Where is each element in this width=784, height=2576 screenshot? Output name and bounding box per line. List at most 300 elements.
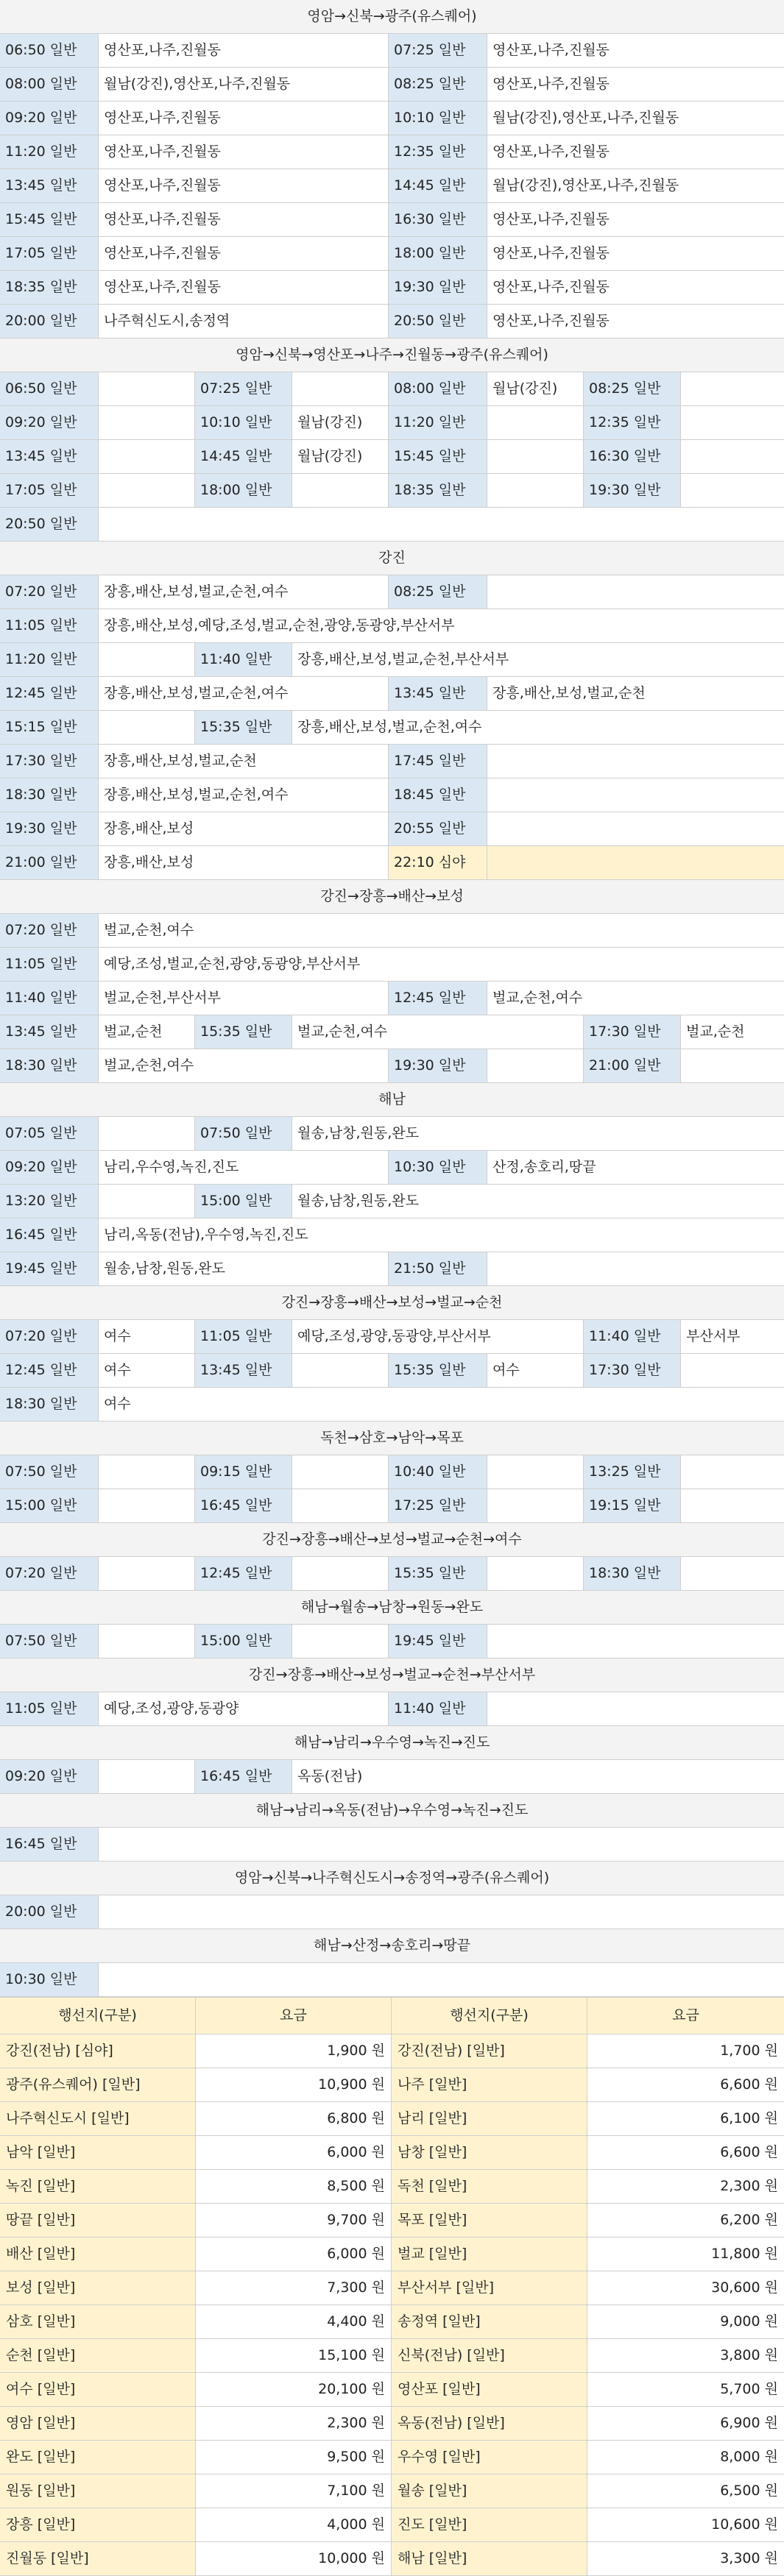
via-stops (292, 1625, 389, 1658)
via-stops: 장흥,배산,보성,벌교,순천 (487, 677, 784, 710)
fare-destination: 완도 [일반] (0, 2441, 196, 2474)
schedule-row (0, 778, 784, 812)
via-stops (99, 1760, 195, 1793)
fare-destination: 광주(유스퀘어) [일반] (0, 2068, 196, 2101)
fare-price: 3,300 원 (587, 2542, 784, 2575)
via-stops: 장흥,배산,보성,벌교,순천,여수 (292, 711, 784, 744)
fare-row (0, 2238, 784, 2271)
departure-time: 11:40 일반 (584, 1320, 681, 1353)
schedule-row (0, 1320, 784, 1354)
departure-time: 19:30 일반 (389, 1049, 487, 1082)
schedule-row (0, 1963, 784, 1997)
departure-time: 13:45 일반 (195, 1354, 292, 1387)
fare-row (0, 2542, 784, 2576)
via-stops: 장흥,배산,보성,벌교,순천,여수 (99, 677, 389, 710)
route-title: 독천→삼호→남악→목포 (0, 1422, 784, 1455)
via-stops: 장흥,배산,보성,벌교,순천 (99, 745, 389, 778)
route-section (0, 1794, 784, 1862)
via-stops (292, 1354, 389, 1387)
schedule-row (0, 745, 784, 778)
departure-time: 18:30 일반 (0, 778, 99, 812)
via-stops: 벌교,순천,여수 (292, 1015, 584, 1049)
departure-time: 07:50 일반 (0, 1625, 99, 1658)
departure-time: 07:20 일반 (0, 1557, 99, 1590)
via-stops (681, 1455, 784, 1489)
via-stops (99, 1185, 195, 1218)
fare-destination: 여수 [일반] (0, 2373, 196, 2406)
route-section (0, 1286, 784, 1422)
fare-header: 요금 (196, 1998, 392, 2034)
destination-header: 행선지(구분) (0, 1998, 196, 2034)
schedule-row (0, 237, 784, 271)
departure-time: 15:35 일반 (195, 711, 292, 744)
fare-price: 30,600 원 (587, 2271, 784, 2304)
departure-time: 12:35 일반 (584, 406, 681, 439)
fare-row (0, 2339, 784, 2373)
via-stops (292, 372, 389, 405)
route-title: 영암→신북→영산포→나주→진월동→광주(유스퀘어) (0, 338, 784, 372)
departure-time: 11:40 일반 (0, 982, 99, 1015)
route-title: 해남→월송→남창→원동→완도 (0, 1591, 784, 1625)
departure-time: 14:45 일반 (389, 169, 487, 202)
fare-price: 9,700 원 (196, 2204, 392, 2237)
schedule-row (0, 1015, 784, 1049)
via-stops: 예당,조성,벌교,순천,광양,동광양,부산서부 (99, 948, 784, 981)
fare-destination: 남악 [일반] (0, 2136, 196, 2169)
route-title: 해남→남리→우수영→녹진→진도 (0, 1726, 784, 1760)
via-stops: 영산포,나주,진월동 (99, 237, 389, 270)
schedule-row (0, 982, 784, 1015)
schedule-row (0, 1218, 784, 1252)
fare-price: 6,800 원 (196, 2102, 392, 2135)
departure-time: 21:50 일반 (389, 1252, 487, 1285)
route-title: 해남→남리→옥동(전남)→우수영→녹진→진도 (0, 1794, 784, 1828)
departure-time: 19:15 일반 (584, 1489, 681, 1522)
schedule-row (0, 1117, 784, 1151)
route-section (0, 542, 784, 880)
via-stops: 장흥,배산,보성,벌교,순천,여수 (99, 575, 389, 608)
via-stops (292, 1489, 389, 1522)
route-section (0, 338, 784, 542)
via-stops (99, 1117, 195, 1150)
departure-time: 12:45 일반 (0, 677, 99, 710)
destination-header: 행선지(구분) (392, 1998, 587, 2034)
fare-row (0, 2034, 784, 2068)
via-stops: 영산포,나주,진월동 (99, 34, 389, 67)
fare-row (0, 2441, 784, 2474)
fare-destination: 강진(전남) [심야] (0, 2034, 196, 2068)
departure-time: 16:45 일반 (0, 1828, 99, 1861)
departure-time: 15:35 일반 (195, 1015, 292, 1049)
via-stops: 월남(강진),영산포,나주,진월동 (99, 68, 389, 101)
departure-time: 09:20 일반 (0, 1760, 99, 1793)
route-title: 해남 (0, 1083, 784, 1117)
departure-time: 07:50 일반 (0, 1455, 99, 1489)
schedule-row (0, 68, 784, 102)
departure-time: 20:00 일반 (0, 305, 99, 338)
fare-row (0, 2068, 784, 2102)
via-stops (99, 1963, 784, 1996)
departure-time: 11:20 일반 (389, 406, 487, 439)
via-stops (99, 508, 784, 541)
route-section (0, 1083, 784, 1286)
route-section (0, 1658, 784, 1726)
schedule-row (0, 1354, 784, 1388)
departure-time: 07:20 일반 (0, 1320, 99, 1353)
departure-time: 13:45 일반 (0, 1015, 99, 1049)
fare-destination: 부산서부 [일반] (392, 2271, 587, 2304)
via-stops (487, 1625, 784, 1658)
fare-destination: 강진(전남) [일반] (392, 2034, 587, 2068)
fare-destination: 남창 [일반] (392, 2136, 587, 2169)
fare-destination: 신북(전남) [일반] (392, 2339, 587, 2372)
via-stops (681, 1049, 784, 1082)
departure-time: 12:45 일반 (0, 1354, 99, 1387)
departure-time: 06:50 일반 (0, 34, 99, 67)
schedule-row (0, 372, 784, 406)
fare-price: 6,900 원 (587, 2407, 784, 2440)
via-stops: 영산포,나주,진월동 (99, 169, 389, 202)
fare-price: 6,000 원 (196, 2238, 392, 2271)
fare-price: 4,000 원 (196, 2508, 392, 2541)
via-stops: 여수 (487, 1354, 584, 1387)
departure-time: 18:30 일반 (584, 1557, 681, 1590)
via-stops (487, 575, 784, 608)
via-stops (99, 372, 195, 405)
departure-time: 15:00 일반 (195, 1625, 292, 1658)
fare-price: 5,700 원 (587, 2373, 784, 2406)
departure-time: 21:00 일반 (584, 1049, 681, 1082)
departure-time: 09:20 일반 (0, 102, 99, 135)
via-stops: 영산포,나주,진월동 (487, 68, 784, 101)
route-title: 강진→장흥→배산→보성 (0, 880, 784, 914)
departure-time: 18:35 일반 (389, 474, 487, 507)
route-section (0, 1929, 784, 1997)
departure-time: 15:35 일반 (389, 1354, 487, 1387)
departure-time: 17:30 일반 (0, 745, 99, 778)
schedule-row (0, 1760, 784, 1794)
route-section (0, 1523, 784, 1591)
departure-time: 08:00 일반 (389, 372, 487, 405)
departure-time: 10:10 일반 (195, 406, 292, 439)
route-section (0, 880, 784, 1083)
via-stops (99, 643, 195, 676)
schedule-row (0, 846, 784, 880)
fare-price: 1,900 원 (196, 2034, 392, 2068)
schedule-row (0, 1692, 784, 1726)
fare-destination: 월송 [일반] (392, 2474, 587, 2508)
schedule-row (0, 102, 784, 135)
via-stops: 남리,옥동(전남),우수영,녹진,진도 (99, 1218, 784, 1252)
departure-time: 11:20 일반 (0, 643, 99, 676)
departure-time: 17:30 일반 (584, 1015, 681, 1049)
schedule-row (0, 474, 784, 508)
departure-time: 19:45 일반 (0, 1252, 99, 1285)
departure-time: 06:50 일반 (0, 372, 99, 405)
departure-time: 15:00 일반 (0, 1489, 99, 1522)
fare-destination: 순천 [일반] (0, 2339, 196, 2372)
fare-destination: 삼호 [일반] (0, 2305, 196, 2338)
departure-time: 18:00 일반 (389, 237, 487, 270)
via-stops: 벌교,순천,여수 (487, 982, 784, 1015)
fare-row (0, 2373, 784, 2407)
departure-time: 16:45 일반 (195, 1760, 292, 1793)
via-stops (99, 1489, 195, 1522)
departure-time: 13:45 일반 (389, 677, 487, 710)
fare-price: 6,100 원 (587, 2102, 784, 2135)
route-title: 강진→장흥→배산→보성→벌교→순천→부산서부 (0, 1658, 784, 1692)
fare-price: 6,600 원 (587, 2068, 784, 2101)
via-stops (292, 474, 389, 507)
departure-time: 17:25 일반 (389, 1489, 487, 1522)
via-stops: 여수 (99, 1388, 784, 1421)
fare-destination: 나주 [일반] (392, 2068, 587, 2101)
via-stops: 영산포,나주,진월동 (99, 271, 389, 304)
departure-time: 13:25 일반 (584, 1455, 681, 1489)
departure-time: 16:30 일반 (584, 440, 681, 473)
route-section (0, 1591, 784, 1658)
departure-time: 19:30 일반 (389, 271, 487, 304)
via-stops: 월송,남창,원동,완도 (292, 1117, 784, 1150)
departure-time: 13:20 일반 (0, 1185, 99, 1218)
fare-destination: 영산포 [일반] (392, 2373, 587, 2406)
schedule-row (0, 1185, 784, 1218)
via-stops: 여수 (99, 1320, 195, 1353)
via-stops (487, 778, 784, 812)
fare-destination: 원동 [일반] (0, 2474, 196, 2508)
departure-time: 18:30 일반 (0, 1049, 99, 1082)
via-stops: 나주혁신도시,송정역 (99, 305, 389, 338)
departure-time: 11:40 일반 (195, 643, 292, 676)
schedule-row (0, 1895, 784, 1929)
via-stops: 장흥,배산,보성,예당,조성,벌교,순천,광양,동광양,부산서부 (99, 609, 784, 642)
departure-time: 10:30 일반 (389, 1151, 487, 1184)
via-stops (292, 1455, 389, 1489)
departure-time: 13:45 일반 (0, 440, 99, 473)
schedule-row (0, 1252, 784, 1286)
route-title: 해남→산정→송호리→땅끝 (0, 1929, 784, 1963)
via-stops: 영산포,나주,진월동 (487, 135, 784, 168)
via-stops: 영산포,나주,진월동 (99, 203, 389, 236)
fare-price: 7,100 원 (196, 2474, 392, 2508)
departure-time: 16:45 일반 (0, 1218, 99, 1252)
schedule-row (0, 914, 784, 948)
departure-time: 12:45 일반 (195, 1557, 292, 1590)
schedule-row (0, 1455, 784, 1489)
schedule-row (0, 203, 784, 237)
via-stops (681, 1489, 784, 1522)
departure-time: 19:30 일반 (0, 812, 99, 845)
fare-price: 6,500 원 (587, 2474, 784, 2508)
schedule-row (0, 609, 784, 643)
via-stops: 월남(강진) (487, 372, 584, 405)
via-stops (681, 1354, 784, 1387)
fare-price: 10,600 원 (587, 2508, 784, 2541)
fare-destination: 장흥 [일반] (0, 2508, 196, 2541)
departure-time: 07:05 일반 (0, 1117, 99, 1150)
schedule-row (0, 948, 784, 982)
departure-time: 07:20 일반 (0, 575, 99, 608)
via-stops: 영산포,나주,진월동 (487, 271, 784, 304)
schedule-row (0, 812, 784, 846)
fare-price: 6,600 원 (587, 2136, 784, 2169)
route-section (0, 1726, 784, 1794)
fare-price: 10,900 원 (196, 2068, 392, 2101)
via-stops (487, 745, 784, 778)
departure-time: 13:45 일반 (0, 169, 99, 202)
departure-time: 09:15 일반 (195, 1455, 292, 1489)
via-stops: 월남(강진),영산포,나주,진월동 (487, 102, 784, 135)
via-stops: 영산포,나주,진월동 (487, 34, 784, 67)
via-stops (681, 406, 784, 439)
via-stops: 예당,조성,광양,동광양,부산서부 (292, 1320, 584, 1353)
fare-destination: 땅끝 [일반] (0, 2204, 196, 2237)
via-stops (487, 440, 584, 473)
departure-time: 10:10 일반 (389, 102, 487, 135)
route-title: 강진→장흥→배산→보성→벌교→순천→여수 (0, 1523, 784, 1557)
departure-time: 07:20 일반 (0, 914, 99, 947)
route-section (0, 1862, 784, 1929)
via-stops (99, 1557, 195, 1590)
via-stops (487, 1049, 584, 1082)
fare-destination: 목포 [일반] (392, 2204, 587, 2237)
departure-time: 12:45 일반 (389, 982, 487, 1015)
schedule-row (0, 1625, 784, 1658)
via-stops (99, 1828, 784, 1861)
via-stops (487, 1692, 784, 1725)
departure-time: 21:00 일반 (0, 846, 99, 879)
departure-time: 11:40 일반 (389, 1692, 487, 1725)
fare-price: 9,500 원 (196, 2441, 392, 2474)
schedule-row (0, 1557, 784, 1591)
via-stops (487, 1455, 584, 1489)
fare-price: 3,800 원 (587, 2339, 784, 2372)
schedule-row (0, 508, 784, 542)
departure-time: 19:45 일반 (389, 1625, 487, 1658)
via-stops: 영산포,나주,진월동 (99, 102, 389, 135)
fare-row (0, 2102, 784, 2136)
departure-time: 10:30 일반 (0, 1963, 99, 1996)
fare-row (0, 2204, 784, 2238)
departure-time: 14:45 일반 (195, 440, 292, 473)
fare-price: 9,000 원 (587, 2305, 784, 2338)
via-stops: 월송,남창,원동,완도 (99, 1252, 389, 1285)
departure-time: 08:25 일반 (389, 68, 487, 101)
route-title: 강진 (0, 542, 784, 575)
fare-destination: 벌교 [일반] (392, 2238, 587, 2271)
fare-price: 7,300 원 (196, 2271, 392, 2304)
departure-time: 20:50 일반 (0, 508, 99, 541)
via-stops (99, 440, 195, 473)
departure-time: 18:35 일반 (0, 271, 99, 304)
fare-destination: 진도 [일반] (392, 2508, 587, 2541)
via-stops: 장흥,배산,보성 (99, 812, 389, 845)
via-stops (99, 1625, 195, 1658)
fare-row (0, 2305, 784, 2339)
fare-destination: 나주혁신도시 [일반] (0, 2102, 196, 2135)
via-stops: 월남(강진) (292, 406, 389, 439)
fare-destination: 진월동 [일반] (0, 2542, 196, 2575)
departure-time: 16:30 일반 (389, 203, 487, 236)
via-stops (681, 1557, 784, 1590)
via-stops (99, 1895, 784, 1929)
departure-time: 20:50 일반 (389, 305, 487, 338)
via-stops (487, 1557, 584, 1590)
fare-price: 4,400 원 (196, 2305, 392, 2338)
departure-time: 19:30 일반 (584, 474, 681, 507)
schedule-row (0, 1828, 784, 1862)
via-stops (99, 711, 195, 744)
via-stops: 영산포,나주,진월동 (487, 237, 784, 270)
departure-time: 17:30 일반 (584, 1354, 681, 1387)
via-stops: 장흥,배산,보성,벌교,순천,여수 (99, 778, 389, 812)
departure-time: 15:35 일반 (389, 1557, 487, 1590)
fare-row (0, 2474, 784, 2508)
fare-row (0, 2407, 784, 2441)
departure-time: 12:35 일반 (389, 135, 487, 168)
fare-price: 6,000 원 (196, 2136, 392, 2169)
schedule-row (0, 271, 784, 305)
departure-time: 15:45 일반 (0, 203, 99, 236)
schedule-row (0, 575, 784, 609)
departure-time: 18:00 일반 (195, 474, 292, 507)
departure-time: 10:40 일반 (389, 1455, 487, 1489)
schedule-row (0, 169, 784, 203)
fare-price: 15,100 원 (196, 2339, 392, 2372)
fare-destination: 우수영 [일반] (392, 2441, 587, 2474)
via-stops: 영산포,나주,진월동 (487, 305, 784, 338)
via-stops: 남리,우수영,녹진,진도 (99, 1151, 389, 1184)
departure-time: 08:00 일반 (0, 68, 99, 101)
via-stops: 산정,송호리,땅끝 (487, 1151, 784, 1184)
via-stops: 벌교,순천,부산서부 (99, 982, 389, 1015)
fare-destination: 남리 [일반] (392, 2102, 587, 2135)
schedule-row (0, 1388, 784, 1422)
departure-time: 18:30 일반 (0, 1388, 99, 1421)
fare-table-header (0, 1997, 784, 2034)
fare-destination: 해남 [일반] (392, 2542, 587, 2575)
via-stops: 옥동(전남) (292, 1760, 784, 1793)
fare-price: 2,300 원 (587, 2170, 784, 2203)
via-stops: 영산포,나주,진월동 (487, 203, 784, 236)
via-stops: 월송,남창,원동,완도 (292, 1185, 784, 1218)
fare-destination: 영암 [일반] (0, 2407, 196, 2440)
via-stops: 벌교,순천 (99, 1015, 195, 1049)
fare-price: 8,500 원 (196, 2170, 392, 2203)
via-stops (681, 474, 784, 507)
departure-time: 20:55 일반 (389, 812, 487, 845)
fare-destination: 옥동(전남) [일반] (392, 2407, 587, 2440)
route-title: 영암→신북→나주혁신도시→송정역→광주(유스퀘어) (0, 1862, 784, 1895)
departure-time: 17:45 일반 (389, 745, 487, 778)
via-stops (487, 1252, 784, 1285)
via-stops: 벌교,순천,여수 (99, 1049, 389, 1082)
fare-price: 2,300 원 (196, 2407, 392, 2440)
schedule-row (0, 135, 784, 169)
fare-header: 요금 (587, 1998, 784, 2034)
departure-time: 15:15 일반 (0, 711, 99, 744)
fare-price: 11,800 원 (587, 2238, 784, 2271)
departure-time: 11:05 일반 (195, 1320, 292, 1353)
via-stops (487, 406, 584, 439)
departure-time: 07:25 일반 (195, 372, 292, 405)
schedule-row (0, 1489, 784, 1523)
fare-price: 10,000 원 (196, 2542, 392, 2575)
fare-row (0, 2271, 784, 2305)
schedule-row (0, 34, 784, 68)
departure-time: 11:05 일반 (0, 1692, 99, 1725)
via-stops (681, 440, 784, 473)
